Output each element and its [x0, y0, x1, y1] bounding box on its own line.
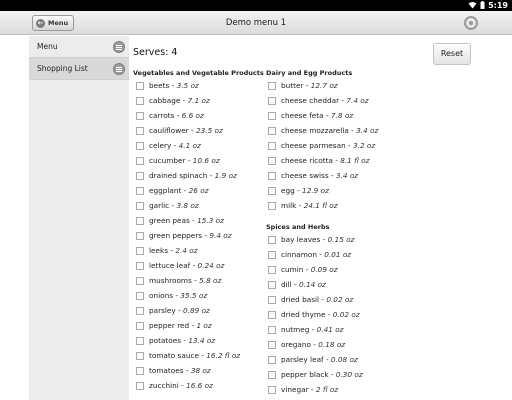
menu-list-icon — [113, 41, 125, 53]
sidebar-item-shopping-list[interactable] — [29, 58, 129, 80]
sidebar-item-label: Shopping List — [37, 64, 88, 73]
item-quantity: 2 fl oz — [315, 385, 339, 394]
list-item[interactable] — [268, 382, 363, 397]
item-name: parsley — [149, 306, 176, 315]
item-checkbox[interactable] — [136, 217, 144, 225]
item-separator: - — [311, 340, 319, 349]
item-name: mushrooms — [149, 276, 192, 285]
item-name: tomato sauce — [149, 351, 199, 360]
item-checkbox[interactable] — [136, 337, 144, 345]
item-checkbox[interactable] — [268, 281, 276, 289]
item-separator: - — [345, 141, 353, 150]
item-name: pepper red — [149, 321, 190, 330]
item-separator: - — [181, 186, 189, 195]
list-dairy — [268, 78, 378, 213]
item-quantity: 35.5 oz — [180, 291, 208, 300]
item-separator: - — [174, 111, 182, 120]
item-quantity: 38 oz — [190, 366, 211, 375]
item-separator: - — [323, 111, 331, 120]
item-quantity: 0.89 oz — [183, 306, 210, 315]
list-item[interactable] — [136, 273, 240, 288]
item-quantity: 0.14 oz — [299, 280, 326, 289]
item-checkbox[interactable] — [268, 112, 276, 120]
item-checkbox[interactable] — [268, 187, 276, 195]
item-separator: - — [175, 306, 184, 315]
list-item[interactable] — [136, 363, 240, 378]
item-separator: - — [185, 156, 193, 165]
list-item[interactable] — [268, 168, 378, 183]
list-item[interactable] — [268, 108, 378, 123]
sidebar — [29, 36, 129, 400]
list-item[interactable] — [268, 367, 363, 382]
menu-button-label: Menu — [48, 19, 69, 27]
list-item[interactable] — [136, 153, 240, 168]
list-item[interactable] — [268, 232, 363, 247]
status-bar — [0, 0, 512, 11]
list-item[interactable] — [268, 183, 378, 198]
item-name: bay leaves — [281, 235, 321, 244]
list-item[interactable] — [268, 352, 363, 367]
item-quantity: 3.8 oz — [176, 201, 199, 210]
item-separator: - — [309, 325, 317, 334]
list-item[interactable] — [136, 228, 240, 243]
item-quantity: 16.6 oz — [186, 381, 213, 390]
item-checkbox[interactable] — [268, 236, 276, 244]
section-title-vegetables: Vegetables and Vegetable Products — [133, 69, 264, 77]
item-separator: - — [183, 366, 191, 375]
item-separator: - — [190, 261, 198, 270]
item-name: eggplant — [149, 186, 182, 195]
list-item[interactable] — [136, 378, 240, 393]
list-item[interactable] — [268, 123, 378, 138]
item-name: leeks — [149, 246, 169, 255]
action-bar — [0, 11, 512, 35]
item-checkbox[interactable] — [136, 262, 144, 270]
item-checkbox[interactable] — [136, 157, 144, 165]
list-item[interactable] — [136, 258, 240, 273]
item-quantity: 0.41 oz — [316, 325, 344, 334]
item-name: carrots — [149, 111, 175, 120]
list-item[interactable] — [136, 198, 240, 213]
item-checkbox[interactable] — [136, 382, 144, 390]
item-name: green peppers — [149, 231, 203, 240]
item-name: cumin — [281, 265, 304, 274]
item-name: nutmeg — [281, 325, 310, 334]
list-item[interactable] — [268, 262, 363, 277]
item-quantity: 16.2 fl oz — [206, 351, 241, 360]
item-checkbox[interactable] — [268, 127, 276, 135]
item-checkbox[interactable] — [268, 341, 276, 349]
item-name: tomatoes — [149, 366, 184, 375]
list-item[interactable] — [268, 78, 378, 93]
item-name: zucchini — [149, 381, 179, 390]
item-checkbox[interactable] — [136, 172, 144, 180]
arrow-left-circle-icon: ← — [37, 18, 44, 27]
menu-button[interactable] — [32, 15, 74, 31]
item-name: cheese mozzarella — [281, 126, 349, 135]
item-name: cabbage — [149, 96, 181, 105]
item-quantity: 2.4 oz — [175, 246, 198, 255]
item-separator: - — [189, 216, 198, 225]
item-quantity: 0.18 oz — [318, 340, 346, 349]
list-item[interactable] — [268, 322, 363, 337]
item-quantity: 12.7 oz — [310, 81, 338, 90]
item-quantity: 23.5 oz — [195, 126, 223, 135]
item-checkbox[interactable] — [268, 266, 276, 274]
item-name: drained spinach — [149, 171, 208, 180]
item-name: cheese cheddar — [281, 96, 340, 105]
item-quantity: 26 oz — [188, 186, 209, 195]
item-quantity: 0.24 oz — [197, 261, 225, 270]
item-quantity: 3.2 oz — [352, 141, 376, 150]
item-separator: - — [320, 235, 328, 244]
item-quantity: 3.4 oz — [356, 126, 379, 135]
item-quantity: 12.9 oz — [302, 186, 329, 195]
item-name: cinnamon — [281, 250, 317, 259]
item-name: milk — [281, 201, 297, 210]
item-separator: - — [169, 201, 177, 210]
item-name: cucumber — [149, 156, 186, 165]
list-item[interactable] — [136, 138, 240, 153]
list-item[interactable] — [136, 108, 240, 123]
item-checkbox[interactable] — [136, 232, 144, 240]
item-separator: - — [325, 310, 333, 319]
item-checkbox[interactable] — [136, 277, 144, 285]
item-separator: - — [169, 81, 177, 90]
item-quantity: 0.02 oz — [326, 295, 354, 304]
status-icons — [468, 0, 508, 11]
target-icon[interactable] — [464, 16, 478, 30]
item-checkbox[interactable] — [136, 142, 144, 150]
item-checkbox[interactable] — [268, 142, 276, 150]
item-quantity: 13.4 oz — [188, 336, 216, 345]
item-name: beets — [149, 81, 170, 90]
list-item[interactable] — [268, 307, 363, 322]
list-item[interactable] — [136, 333, 240, 348]
sidebar-item-menu[interactable] — [29, 36, 129, 58]
item-name: cheese ricotta — [281, 156, 333, 165]
item-quantity: 0.09 oz — [310, 265, 338, 274]
item-quantity: 9.4 oz — [209, 231, 232, 240]
item-checkbox[interactable] — [268, 311, 276, 319]
list-item[interactable] — [268, 138, 378, 153]
battery-icon — [480, 1, 485, 11]
item-separator: - — [303, 81, 311, 90]
sidebar-item-label: Menu — [37, 42, 58, 51]
item-checkbox[interactable] — [268, 296, 276, 304]
list-item[interactable] — [136, 348, 240, 363]
list-item[interactable] — [136, 93, 240, 108]
item-separator: - — [323, 355, 331, 364]
item-separator: - — [189, 321, 197, 330]
item-name: butter — [281, 81, 304, 90]
item-name: pepper black — [281, 370, 329, 379]
item-quantity: 0.02 oz — [332, 310, 360, 319]
item-quantity: 1 oz — [196, 321, 212, 330]
item-name: garlic — [149, 201, 170, 210]
list-item[interactable] — [268, 153, 378, 168]
list-item[interactable] — [268, 93, 378, 108]
item-quantity: 1.9 oz — [214, 171, 237, 180]
list-item[interactable] — [136, 123, 240, 138]
item-checkbox[interactable] — [268, 82, 276, 90]
item-separator: - — [178, 381, 187, 390]
item-separator: - — [328, 370, 336, 379]
list-item[interactable] — [136, 303, 240, 318]
section-title-spices: Spices and Herbs — [266, 223, 330, 231]
item-quantity: 15.3 oz — [197, 216, 224, 225]
item-separator: - — [181, 336, 189, 345]
item-quantity: 7.8 oz — [330, 111, 354, 120]
item-separator: - — [348, 126, 357, 135]
item-quantity: 10.6 oz — [192, 156, 220, 165]
list-item[interactable] — [136, 213, 240, 228]
item-separator: - — [303, 265, 311, 274]
item-name: oregano — [281, 340, 311, 349]
item-name: dried basil — [281, 295, 320, 304]
list-item[interactable] — [268, 292, 363, 307]
item-quantity: 7.4 oz — [346, 96, 369, 105]
item-separator: - — [339, 96, 347, 105]
item-separator: - — [173, 291, 181, 300]
item-checkbox[interactable] — [136, 202, 144, 210]
item-quantity: 3.5 oz — [176, 81, 199, 90]
item-quantity: 0.15 oz — [327, 235, 355, 244]
item-separator: - — [332, 156, 341, 165]
item-name: parsley leaf — [281, 355, 324, 364]
item-name: cauliflower — [149, 126, 189, 135]
serves-count: Serves: 4 — [133, 47, 178, 58]
item-checkbox[interactable] — [268, 251, 276, 259]
item-name: cheese swiss — [281, 171, 329, 180]
reset-button[interactable]: Reset — [433, 43, 471, 65]
list-item[interactable] — [268, 337, 363, 352]
item-checkbox[interactable] — [268, 356, 276, 364]
item-name: cheese parmesan — [281, 141, 346, 150]
item-name: onions — [149, 291, 174, 300]
item-checkbox[interactable] — [136, 352, 144, 360]
item-separator: - — [328, 171, 336, 180]
item-checkbox[interactable] — [136, 292, 144, 300]
item-checkbox[interactable] — [136, 322, 144, 330]
list-item[interactable] — [136, 243, 240, 258]
item-checkbox[interactable] — [268, 172, 276, 180]
item-separator: - — [291, 280, 299, 289]
list-vegetables — [136, 78, 240, 393]
list-item[interactable] — [136, 78, 240, 93]
item-quantity: 3.4 oz — [335, 171, 359, 180]
item-separator: - — [294, 186, 303, 195]
list-item[interactable] — [268, 198, 378, 213]
item-checkbox[interactable] — [136, 187, 144, 195]
item-name: dried thyme — [281, 310, 326, 319]
item-checkbox[interactable] — [268, 202, 276, 210]
item-separator: - — [171, 141, 179, 150]
item-name: dill — [281, 280, 292, 289]
item-name: vinegar — [281, 385, 309, 394]
list-item[interactable] — [136, 318, 240, 333]
menu-list-icon — [113, 63, 125, 75]
item-separator: - — [191, 276, 200, 285]
item-checkbox[interactable] — [136, 127, 144, 135]
item-checkbox[interactable] — [136, 112, 144, 120]
section-title-dairy: Dairy and Egg Products — [266, 69, 353, 77]
item-checkbox[interactable] — [136, 97, 144, 105]
item-quantity: 6.6 oz — [181, 111, 204, 120]
status-time: 5:19 — [488, 1, 508, 10]
item-quantity: 0.01 oz — [324, 250, 352, 259]
item-separator: - — [316, 250, 325, 259]
item-separator: - — [319, 295, 327, 304]
item-quantity: 0.08 oz — [330, 355, 358, 364]
item-name: egg — [281, 186, 295, 195]
page-title: Demo menu 1 — [225, 18, 287, 28]
item-quantity: 5.8 oz — [199, 276, 222, 285]
item-name: celery — [149, 141, 172, 150]
item-separator: - — [168, 246, 176, 255]
item-separator: - — [296, 201, 304, 210]
item-separator: - — [180, 96, 188, 105]
item-name: cheese feta — [281, 111, 324, 120]
item-separator: - — [188, 126, 196, 135]
list-spices — [268, 232, 363, 397]
item-separator: - — [207, 171, 215, 180]
item-name: potatoes — [149, 336, 182, 345]
item-name: green peas — [149, 216, 190, 225]
item-separator: - — [198, 351, 207, 360]
item-checkbox[interactable] — [136, 82, 144, 90]
item-checkbox[interactable] — [268, 326, 276, 334]
item-checkbox[interactable] — [136, 247, 144, 255]
item-name: lettuce leaf — [149, 261, 191, 270]
item-checkbox[interactable] — [268, 157, 276, 165]
item-checkbox[interactable] — [268, 386, 276, 394]
item-quantity: 7.1 oz — [187, 96, 210, 105]
item-quantity: 8.1 fl oz — [340, 156, 370, 165]
item-checkbox[interactable] — [136, 367, 144, 375]
item-separator: - — [202, 231, 210, 240]
item-quantity: 0.30 oz — [335, 370, 363, 379]
item-quantity: 24.1 fl oz — [303, 201, 338, 210]
list-item[interactable] — [136, 168, 240, 183]
item-checkbox[interactable] — [268, 97, 276, 105]
list-item[interactable] — [136, 183, 240, 198]
item-quantity: 4.1 oz — [178, 141, 201, 150]
item-separator: - — [308, 385, 316, 394]
list-item[interactable] — [136, 288, 240, 303]
list-item[interactable] — [268, 247, 363, 262]
item-checkbox[interactable] — [268, 371, 276, 379]
item-checkbox[interactable] — [136, 307, 144, 315]
wifi-icon — [468, 1, 477, 11]
list-item[interactable] — [268, 277, 363, 292]
